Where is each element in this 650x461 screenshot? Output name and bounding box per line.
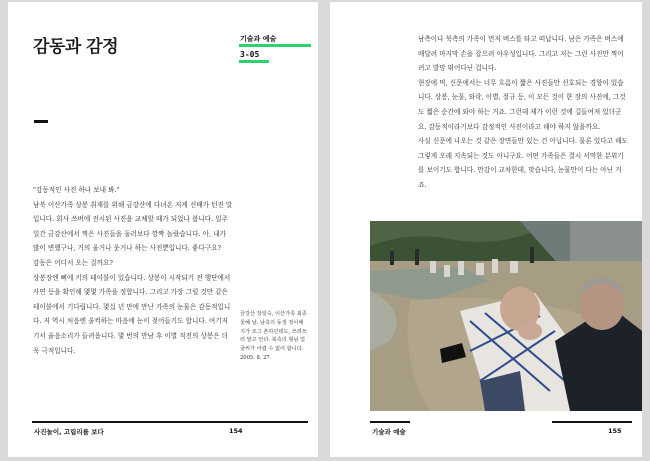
section-number: 3-05 bbox=[240, 50, 260, 59]
page-number: 154 bbox=[229, 427, 243, 435]
body-paragraph: 감동은 어디서 오는 걸까요? bbox=[33, 258, 113, 267]
quote-paragraph: "감동적인 사진 하나 보내 봐." bbox=[33, 186, 120, 194]
footer-rule-short bbox=[370, 421, 410, 423]
body-paragraph: 현장에 먹, 신문에서는 너무 흐름이 짧은 사진들만 선호되는 경향이 있습니다. 상봉, 눈물, 와락, 이별, 절규 등, 이 모든 것이 한 장의 사진에, 그것도 찗은 순간에 와야 하는 거죠. 그런데 제가 이런 것에 길들여져 있더군요. 감동적이라기보다 감정적인 사진이라고 해야 하지 않을까요. bbox=[418, 78, 626, 131]
right-body-text bbox=[418, 32, 628, 193]
chapter-title: 감동과 감정 bbox=[33, 37, 119, 57]
title-dash bbox=[34, 120, 48, 123]
section-number-underline bbox=[239, 60, 269, 63]
page-number: 155 bbox=[608, 427, 622, 435]
footer-section-title: 기술과 예술 bbox=[372, 428, 406, 436]
footer-rule bbox=[32, 421, 308, 423]
body-paragraph: 사실 신문에 나오는 것 같은 장면들만 있는 건 아닙니다. 물론 있다고 해도 그렇게 오래 지속되는 것도 아니구요. 어떤 가족들은 결시 서먹한 분위기를 보이기도 합니다. 만감이 교차한데, 맞습니다, 눈물만이 다는 아닌 거죠. bbox=[418, 137, 628, 189]
section-underline bbox=[239, 44, 311, 47]
body-paragraph: 남측이나 북측의 가족이 먼저 버스를 타고 떠납니다. 남은 가족은 버스에 매달려 마지막 손을 잡으려 아우성입니다. 그리고 저는 그런 사진만 찍어려고 발망 뛰어다닌 겁니다. bbox=[418, 35, 624, 73]
left-page bbox=[8, 2, 318, 457]
body-paragraph: 상봉장엔 뻐에 키의 테이블이 있습니다. 상봉이 시작되기 전 행단에서 사연 등을 확인해 몇몇 가족을 정합니다. 그리고 가장 그럴 것만 같은 테이블에서 기다립니다. 몇십 년 만에 만난 가족의 눈물은 감동적입니다. 저 역시 처음엔 울컥하는 마음에 눈이 젖어들기도 합니다. 여기저기서 울음소리가 들려옵니다. 몇 번의 만남 후 이별 직전의 상봉은 더욱 극적입니다. bbox=[33, 273, 231, 355]
footer-book-title: 사진놀이, 고립리를 보다 bbox=[34, 428, 104, 436]
body-paragraph: 남북 이산가족 상봉 취재를 위해 금강산에 다녀온 저게 선배가 턴진 말입니다. 회사 쓰버에 전시된 사진을 교체할 때가 되었나 봅니다. 일주일간 금강산에서 찍은 사진들을 둘러보다 깜짝 놀랐습니다. 아, 내가 많이 변했구나, 거의 울거나 웃거나 하는 사진뿐입니다. 좋다구요? bbox=[33, 200, 233, 253]
right-page bbox=[330, 2, 642, 457]
footer-rule bbox=[552, 421, 632, 423]
section-label: 기술과 예술 bbox=[240, 35, 277, 43]
left-body-text bbox=[33, 183, 233, 358]
photo-caption: 금강산 장일숙, 이산가족 최종 울혜 날. 남측의 동생 정이해지가 조그 촌하던데도, 쓰려쓰러 말고 안다. 북측의 형님 얼굴씨가 어렵 수 없어 합니다. 2005. 8. 27. bbox=[240, 311, 307, 361]
reunion-photo bbox=[370, 221, 642, 411]
